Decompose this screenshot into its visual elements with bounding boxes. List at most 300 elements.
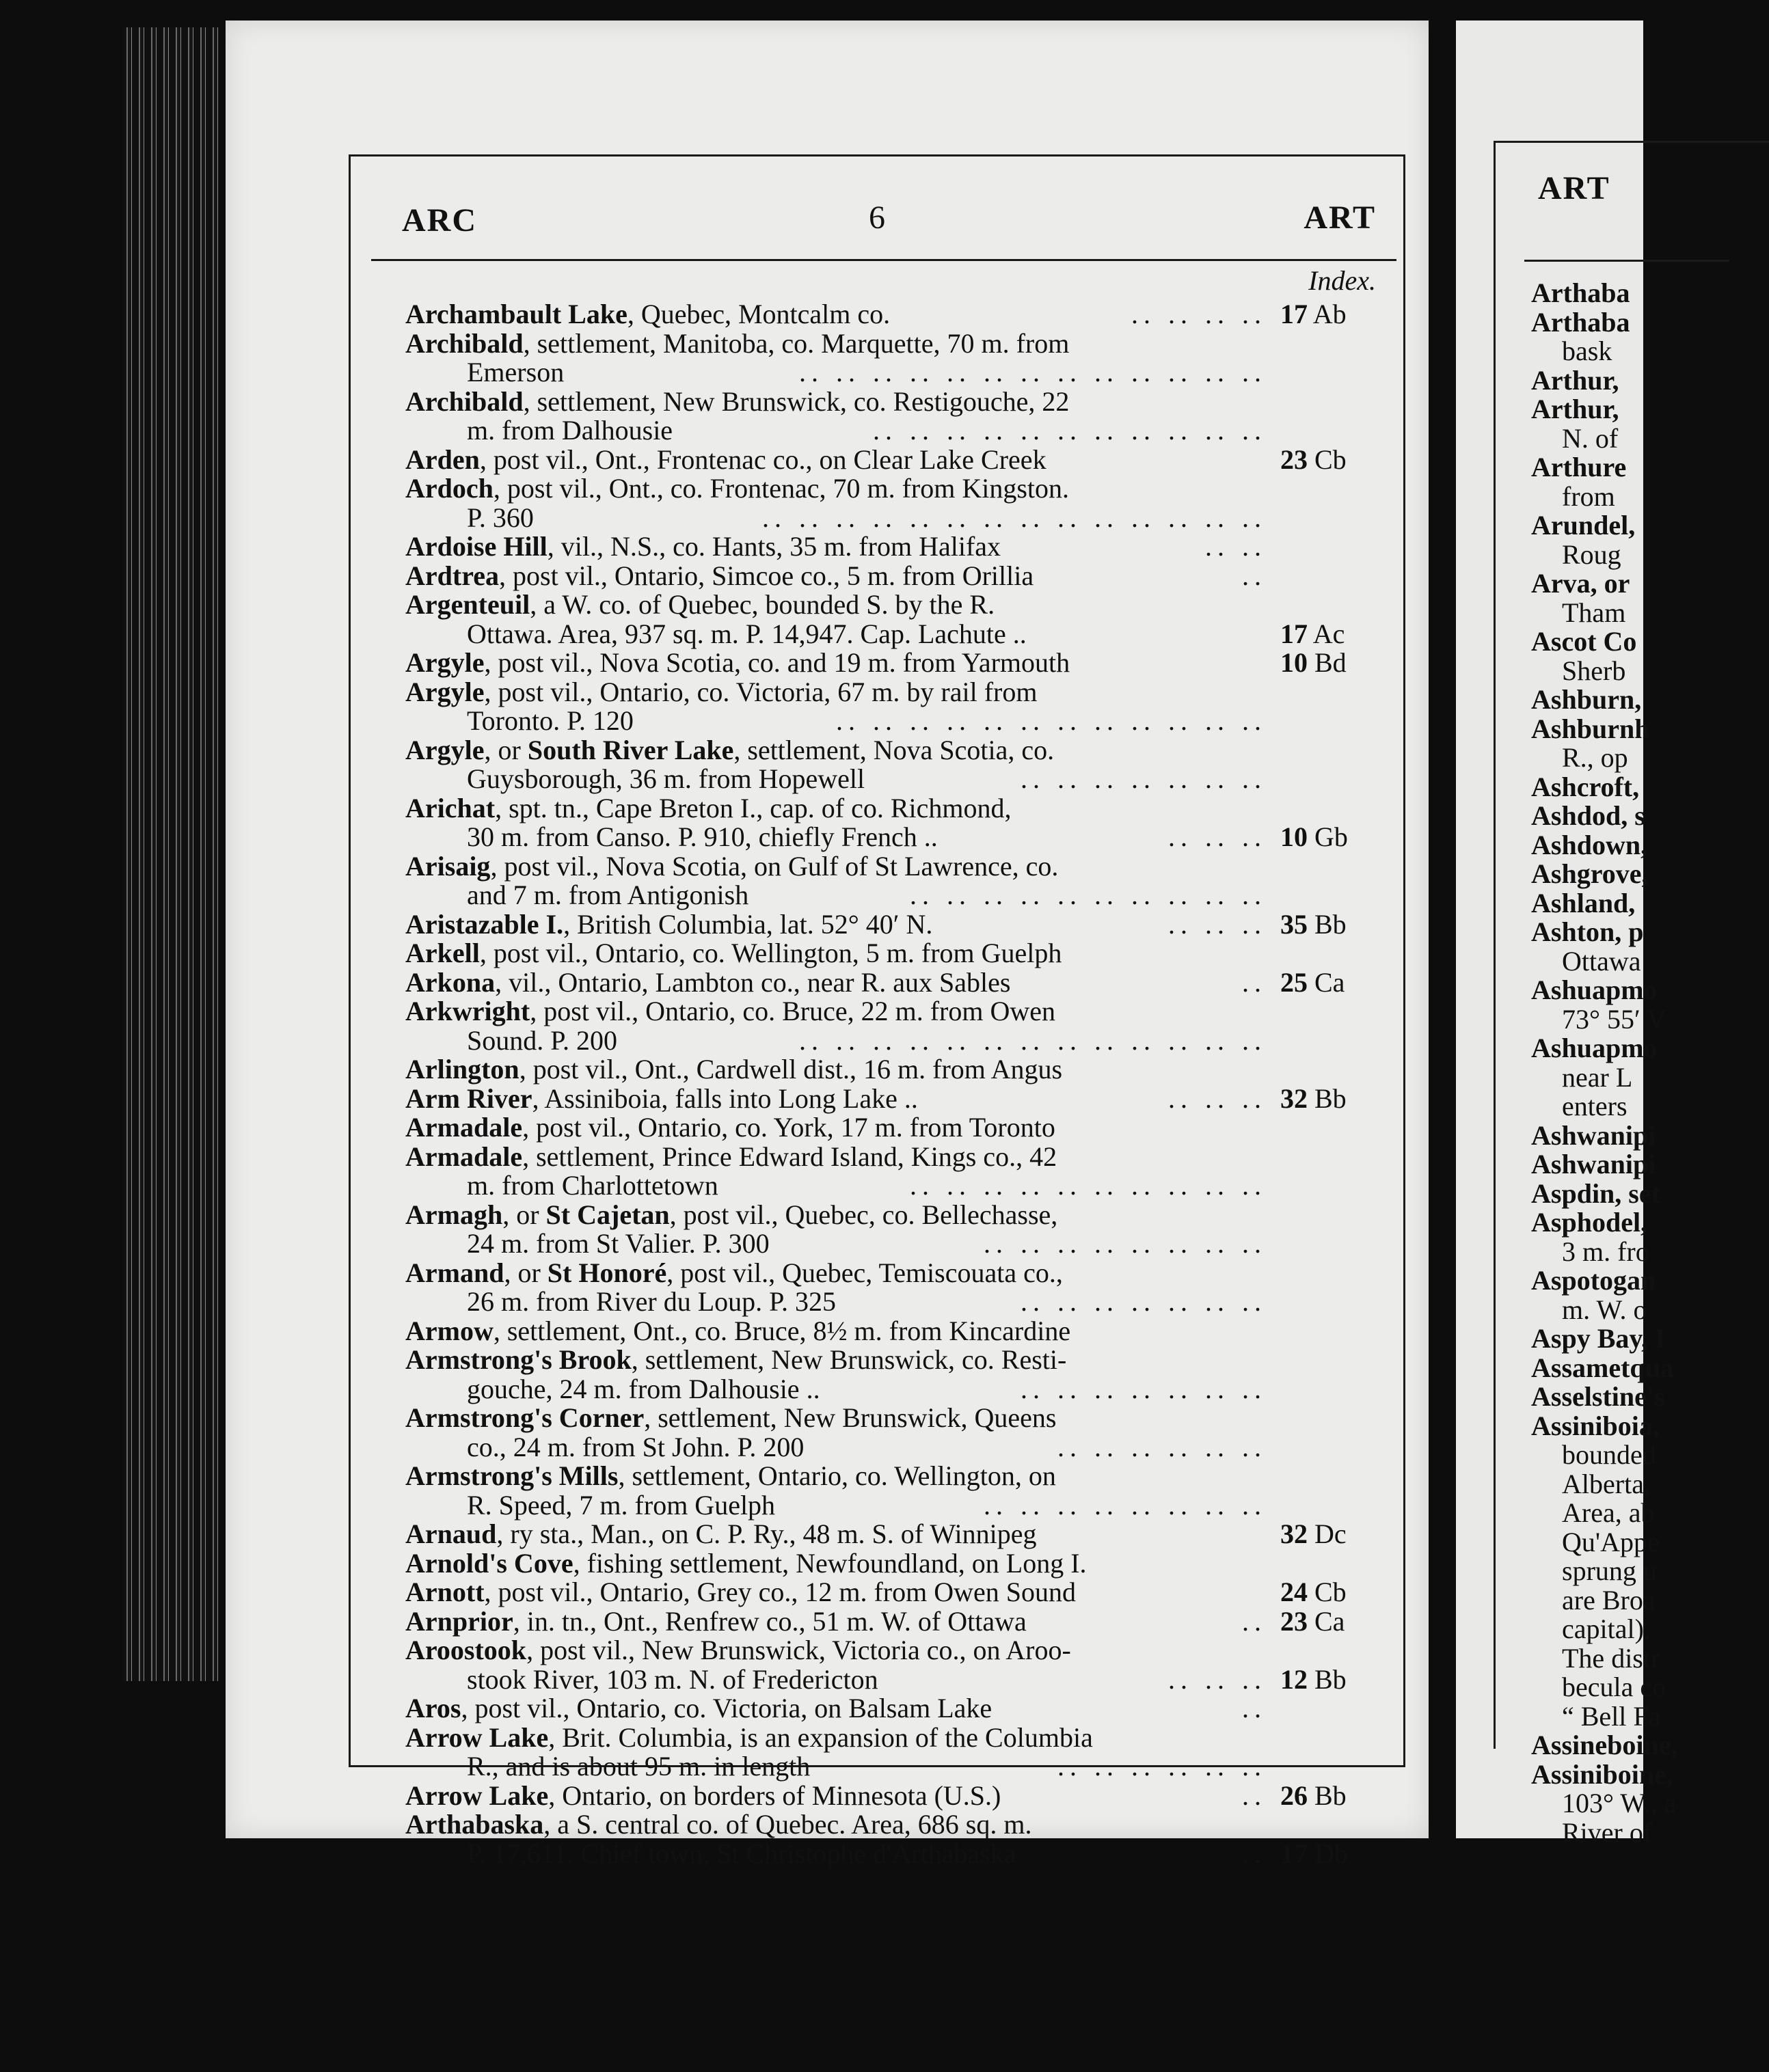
place-name: Arisaig [405, 850, 491, 882]
gazetteer-entry [405, 1723, 1383, 1782]
gazetteer-entry [405, 1055, 1383, 1085]
entry-text [467, 1751, 810, 1782]
entry-first-line [405, 446, 1383, 475]
entry-first-line [405, 1259, 1383, 1288]
dot-leader: .. .. .. .. .. .. .. [1021, 763, 1267, 794]
place-name: Ardtrea [405, 560, 499, 591]
dot-leader: .. .. .. .. .. .. .. .. .. .. [910, 1170, 1267, 1201]
entry-continuation-line [405, 1287, 1383, 1317]
entry-first-line [405, 1201, 1383, 1230]
facing-entry-fragment: Ashton, p [1531, 916, 1644, 947]
facing-entry-fragment: Aspy Bay, I [1531, 1323, 1666, 1354]
place-name: Arden [405, 444, 480, 475]
entry-description: Toronto. P. 120 [467, 705, 634, 736]
entry-text [405, 1548, 1087, 1579]
entry-description: , spt. tn., Cape Breton I., cap. of co. Richmond, [495, 792, 1012, 823]
facing-entry-fragment: The distr [1562, 1642, 1660, 1674]
gazetteer-entry [405, 1346, 1383, 1404]
gazetteer-entry [405, 910, 1383, 940]
entry-text [405, 1577, 1076, 1607]
facing-entry-fragment: 103° W., a [1562, 1788, 1677, 1818]
entry-description: and 7 m. from Antigonish [467, 880, 749, 910]
entry-description: , Quebec, Montcalm co. [627, 299, 891, 329]
entry-text [467, 1228, 770, 1259]
place-name: Armstrong's Brook [405, 1344, 632, 1375]
entry-description: m. from Dalhousie [467, 415, 673, 446]
gazetteer-entry [405, 1113, 1383, 1143]
place-name: Argyle [405, 676, 485, 707]
map-index-reference: 12 Bb [1280, 1663, 1347, 1695]
entry-text [405, 328, 1069, 359]
facing-entry-fragment: bounded [1562, 1439, 1656, 1470]
entry-first-line [405, 939, 1383, 968]
entry-continuation-line [405, 1171, 1383, 1201]
entry-first-line [405, 590, 1383, 620]
gazetteer-entry [405, 1201, 1383, 1259]
map-index-reference: 35 Bb [1280, 908, 1347, 940]
entry-first-line [405, 1636, 1383, 1665]
facing-entry-fragment: Ottawa [1562, 945, 1641, 977]
entry-description: , or [484, 734, 528, 765]
place-name: Arm River [405, 1082, 532, 1114]
entry-text [405, 473, 1069, 504]
entry-description: R., and is about 95 m. in length [467, 1751, 811, 1782]
facing-entry-fragment: Asphodel, [1531, 1207, 1648, 1238]
gazetteer-entry [405, 1520, 1383, 1549]
entry-description: Sound. P. 200 [467, 1024, 618, 1056]
entry-description: , settlement, Manitoba, co. Marquette, 70 m. from [523, 327, 1070, 359]
gazetteer-entry [405, 1578, 1383, 1607]
header-rule [371, 259, 1396, 261]
place-name: Arnott [405, 1577, 485, 1607]
facing-entry-fragment: 3 m. fro [1562, 1236, 1649, 1267]
entry-text [405, 967, 1010, 998]
place-name: Arnaud [405, 1518, 497, 1549]
map-index-reference: 10 Bd [1280, 647, 1347, 678]
gazetteer-entry [405, 1549, 1383, 1579]
gazetteer-entry [405, 736, 1383, 794]
facing-entry-fragment: Aspotogan [1531, 1265, 1656, 1296]
dot-leader: .. .. [1205, 531, 1267, 562]
entry-first-line [405, 1113, 1383, 1143]
entry-first-line [405, 910, 1383, 940]
entry-first-line [405, 1810, 1383, 1840]
facing-entry-fragment: Alberta, [1562, 1468, 1651, 1499]
dot-leader: .. .. .. .. .. .. .. .. .. .. .. .. .. [799, 357, 1267, 387]
entry-first-line [405, 968, 1383, 998]
facing-entry-fragment: Tham [1562, 597, 1626, 628]
entry-text [467, 1838, 1016, 1869]
facing-entry-fragment: Assametqua [1531, 1352, 1674, 1383]
entry-text [405, 1316, 1070, 1346]
facing-entry-fragment: “ Bell Fa [1562, 1700, 1661, 1732]
entry-text [405, 938, 1062, 968]
entry-text [467, 1025, 617, 1056]
dot-leader: .. [1242, 1838, 1267, 1869]
entry-text [405, 677, 1037, 707]
entry-description: R. Speed, 7 m. from Guelph [467, 1489, 776, 1521]
gazetteer-page [226, 21, 1429, 1869]
place-name: Armadale [405, 1112, 523, 1143]
entry-description: , settlement, Nova Scotia, co. [733, 734, 1055, 765]
dot-leader: .. [1242, 560, 1267, 591]
place-name: Argyle [405, 647, 485, 678]
entry-list [405, 300, 1383, 1868]
gazetteer-entry [405, 1143, 1383, 1201]
dot-leader: .. .. .. [1168, 821, 1267, 852]
gazetteer-entry [405, 997, 1383, 1055]
alternate-place-name: South River Lake [527, 734, 734, 765]
entry-first-line [405, 532, 1383, 562]
map-index-reference: 32 Dc [1280, 1518, 1347, 1549]
entry-description: m. from Charlottetown [467, 1170, 718, 1201]
gazetteer-entry [405, 300, 1383, 329]
entry-continuation-line [405, 823, 1383, 852]
map-index-reference: 17 Ab [1280, 299, 1347, 329]
map-index-reference: 10 Gb [1280, 821, 1348, 852]
entry-description: , ry sta., Man., on C. P. Ry., 48 m. S. of Winnipeg [496, 1518, 1037, 1549]
entry-first-line [405, 1143, 1383, 1172]
entry-text [467, 705, 634, 736]
entry-description: , Brit. Columbia, is an expansion of the Columbia [548, 1721, 1093, 1753]
facing-page [1456, 21, 1678, 1848]
facing-entry-fragment: near L [1562, 1061, 1633, 1093]
entry-description: , post vil., Ontario, Grey co., 12 m. from Owen Sound [484, 1577, 1076, 1607]
facing-entry-fragment: Arthure [1531, 452, 1627, 482]
facing-entry-fragment: Ashwanipi [1531, 1149, 1656, 1180]
entry-text [405, 1112, 1055, 1143]
entry-description: , Assiniboia, falls into Long Lake .. [532, 1082, 918, 1114]
entry-first-line [405, 300, 1383, 329]
entry-description: , post vil., Ontario, co. York, 17 m. from Toronto [522, 1112, 1055, 1143]
entry-continuation-line [405, 881, 1383, 910]
entry-description: , post vil., Ontario, co. Wellington, 5 m. from Guelph [479, 938, 1062, 968]
entry-description: 30 m. from Canso. P. 910, chiefly French .. [467, 821, 938, 852]
entry-description: 26 m. from River du Loup. P. 325 [467, 1286, 836, 1317]
facing-entry-fragment: Ashuapmo [1531, 974, 1658, 1005]
entry-text [405, 1722, 1093, 1753]
facing-entry-fragment: Arva, or [1531, 568, 1630, 599]
entry-description: , settlement, Ontario, co. Wellington, on [618, 1460, 1056, 1491]
entry-first-line [405, 1346, 1383, 1375]
entry-description: , Ontario, on borders of Minnesota (U.S.) [548, 1780, 1001, 1811]
entry-first-line [405, 997, 1383, 1026]
map-index-reference: 25 Ca [1280, 966, 1345, 998]
gazetteer-entry [405, 1462, 1383, 1520]
facing-entry-fragment: bask [1562, 336, 1612, 366]
entry-text [467, 1374, 820, 1404]
entry-description: , post vil., Ont., co. Frontenac, 70 m. from Kingston. [493, 473, 1070, 504]
entry-description: , post vil., Ontario, co. Victoria, on Balsam Lake [461, 1693, 992, 1723]
page-frame [349, 154, 1405, 1869]
entry-continuation-line [405, 707, 1383, 736]
facing-entry-fragment: enters [1562, 1091, 1628, 1121]
entry-description: , British Columbia, lat. 52° 40′ N. [563, 908, 933, 940]
facing-entry-fragment: Ashdod, s [1531, 800, 1645, 831]
place-name: Arrow Lake [405, 1780, 549, 1811]
entry-first-line [405, 1723, 1383, 1753]
entry-first-line [405, 562, 1383, 591]
entry-text [405, 299, 890, 329]
facing-entry-fragment: capital), [1562, 1613, 1651, 1644]
entry-text [467, 1170, 718, 1201]
place-name: Ardoise Hill [405, 531, 548, 562]
entry-text [467, 502, 534, 533]
dot-leader: .. .. .. .. .. .. .. [1021, 1286, 1267, 1317]
facing-entry-fragment: Aspdin, set [1531, 1177, 1660, 1209]
entry-first-line [405, 474, 1383, 504]
entry-text [405, 531, 1001, 562]
gazetteer-entry [405, 446, 1383, 475]
entry-text [405, 909, 932, 940]
entry-text [405, 793, 1012, 823]
gazetteer-entry [405, 1782, 1383, 1811]
gazetteer-entry [405, 387, 1383, 446]
place-name: Arichat [405, 792, 496, 823]
entry-description: P. 17,611. Chief town, St Christophe d'Arthabaska [467, 1838, 1016, 1869]
entry-description: co., 24 m. from St John. P. 200 [467, 1431, 805, 1462]
facing-entry-fragment: Ashdown, [1531, 829, 1648, 860]
entry-first-line [405, 1549, 1383, 1579]
entry-text [405, 1141, 1057, 1172]
facing-entry-fragment: River of [1562, 1816, 1653, 1848]
facing-entry-fragment: Sherb [1562, 655, 1626, 686]
facing-entry-fragment: Qu'Appe [1562, 1526, 1660, 1557]
entry-text [405, 1780, 1001, 1811]
entry-text [405, 1518, 1037, 1549]
dot-leader: .. .. .. .. [1131, 299, 1267, 329]
gazetteer-entry [405, 329, 1383, 387]
page-number: 6 [869, 200, 885, 236]
entry-description: , a W. co. of Quebec, bounded S. by the R. [530, 589, 995, 620]
dot-leader: .. .. .. .. .. .. .. .. [984, 1228, 1267, 1259]
entry-first-line [405, 1578, 1383, 1607]
entry-description: , post vil., Quebec, co. Bellechasse, [669, 1199, 1058, 1230]
place-name: Arthabaska [405, 1809, 544, 1840]
entry-text [405, 560, 1034, 591]
entry-description: , or [504, 1257, 548, 1288]
entry-description: , a S. central co. of Quebec. Area, 686 sq. m. [543, 1809, 1032, 1840]
facing-entry-fragment: Assiniboia, [1531, 1410, 1660, 1441]
entry-description: Ottawa. Area, 937 sq. m. P. 14,947. Cap. Lachute .. [467, 618, 1027, 649]
facing-entry-fragment: Ashgrove, [1531, 858, 1649, 889]
gazetteer-entry [405, 649, 1383, 678]
facing-entry-fragment: Arthur, [1531, 364, 1619, 396]
facing-entry-fragment: Ashwanipi [1531, 1119, 1656, 1151]
gazetteer-entry [405, 1694, 1383, 1723]
entry-first-line [405, 1404, 1383, 1433]
facing-entry-fragment: Ascot Co [1531, 626, 1637, 657]
entry-text [405, 735, 1054, 765]
facing-entry-fragment: Ashland, [1531, 887, 1636, 918]
entry-first-line [405, 678, 1383, 707]
entry-first-line [405, 1607, 1383, 1637]
entry-continuation-line [405, 620, 1383, 649]
place-name: Archambault Lake [405, 299, 627, 329]
place-name: Arnprior [405, 1605, 513, 1637]
gazetteer-entry [405, 852, 1383, 910]
entry-text [405, 1809, 1031, 1840]
facing-entry-fragment: Area, ab [1562, 1497, 1655, 1528]
gazetteer-entry [405, 1404, 1383, 1462]
gazetteer-entry [405, 1317, 1383, 1346]
place-name: Arkwright [405, 996, 530, 1026]
entry-continuation-line [405, 1229, 1383, 1259]
entry-text [405, 996, 1055, 1026]
entry-first-line [405, 1082, 1383, 1114]
place-name: Arlington [405, 1054, 519, 1085]
entry-description: , post vil., Ontario, co. Bruce, 22 m. from Owen [530, 996, 1055, 1026]
dot-leader: .. .. .. .. .. .. .. .. .. .. .. .. .. [799, 1024, 1267, 1056]
facing-entry-fragment: Assineboine, [1531, 1730, 1678, 1760]
entry-text [467, 821, 938, 852]
gazetteer-entry [405, 1259, 1383, 1317]
entry-text [405, 1606, 1027, 1637]
place-name: Archibald [405, 385, 524, 417]
dot-leader: .. .. .. .. .. .. [1057, 1751, 1267, 1782]
dot-leader: .. [1242, 966, 1267, 998]
entry-continuation-line [405, 358, 1383, 387]
place-name: Aros [405, 1693, 461, 1723]
entry-description: , vil., N.S., co. Hants, 35 m. from Halifax [547, 531, 1001, 562]
map-index-reference: 24 Cb [1280, 1577, 1347, 1607]
facing-entry-fragment: are Broa [1562, 1584, 1656, 1616]
index-column-label: Index. [1308, 265, 1376, 296]
facing-header-rule [1524, 260, 1729, 262]
facing-entry-fragment: Arthaba [1531, 277, 1630, 308]
gazetteer-entry [405, 532, 1383, 562]
place-name: Ardoch [405, 473, 494, 504]
entry-text [405, 589, 995, 620]
place-name: Argenteuil [405, 589, 530, 620]
entry-description: , post vil., Ontario, Simcoe co., 5 m. from Orillia [499, 560, 1034, 591]
gazetteer-entry [405, 1636, 1383, 1694]
place-name: Armow [405, 1315, 494, 1346]
dot-leader: .. .. .. .. .. .. .. .. .. .. .. [873, 415, 1267, 446]
entry-description: Guysborough, 36 m. from Hopewell [467, 763, 865, 794]
entry-description: , settlement, New Brunswick, Queens [644, 1402, 1057, 1433]
entry-first-line [405, 1462, 1383, 1491]
dot-leader: .. [1242, 1693, 1267, 1723]
left-running-head: ARC [402, 202, 477, 238]
facing-entry-fragment: 73° 55′ V [1562, 1003, 1666, 1035]
facing-running-head: ART [1538, 170, 1610, 206]
entry-text [405, 1635, 1071, 1665]
entry-text [405, 1693, 992, 1723]
entry-description: Emerson [467, 357, 565, 387]
gazetteer-entry [405, 968, 1383, 998]
gazetteer-entry [405, 794, 1383, 852]
entry-text [467, 880, 748, 910]
facing-entry-fragment: Asselstine's [1531, 1381, 1665, 1412]
entry-text [405, 1257, 1063, 1288]
facing-entry-fragment: Ashcroft, [1531, 771, 1640, 802]
entry-description: , settlement, Prince Edward Island, Kings co., 42 [522, 1141, 1057, 1172]
entry-first-line [405, 329, 1383, 359]
place-name: Armstrong's Mills [405, 1460, 619, 1491]
entry-description: , post vil., Ont., Frontenac co., on Clear Lake Creek [479, 444, 1046, 475]
entry-text [405, 1344, 1066, 1375]
entry-description: P. 360 [467, 502, 534, 533]
facing-entry-fragment: Arthur, [1531, 394, 1619, 424]
facing-entry-fragment: becula co [1562, 1672, 1666, 1702]
alternate-place-name: St Honoré [547, 1257, 667, 1288]
gazetteer-entry [405, 1810, 1383, 1868]
map-index-reference: 17 Ac [1280, 618, 1345, 649]
entry-first-line [405, 1317, 1383, 1346]
entry-description: , post vil., Ontario, co. Victoria, 67 m. by rail from [484, 676, 1038, 707]
facing-entry-fragment: m. W. o [1562, 1294, 1647, 1325]
entry-continuation-line [405, 1375, 1383, 1404]
gazetteer-entry [405, 590, 1383, 649]
entry-first-line [405, 1782, 1383, 1811]
gazetteer-entry [405, 1082, 1383, 1114]
entry-description: , in. tn., Ont., Renfrew co., 51 m. W. of Ottawa [513, 1605, 1027, 1637]
dot-leader: .. .. .. [1168, 908, 1267, 940]
place-name: Arnold's Cove [405, 1547, 573, 1579]
entry-text [405, 1054, 1062, 1085]
entry-description: , settlement, Ont., co. Bruce, 8½ m. from Kincardine [493, 1315, 1071, 1346]
entry-text [467, 763, 865, 794]
entry-description: , settlement, New Brunswick, co. Resti- [631, 1344, 1067, 1375]
entry-text [467, 618, 1027, 649]
dot-leader: .. .. .. .. .. .. .. [1021, 1373, 1267, 1404]
page-header [351, 156, 1403, 259]
entry-continuation-line [405, 416, 1383, 446]
place-name: Armand [405, 1257, 504, 1288]
facing-entry-fragment: Assiniboine, [1531, 1758, 1673, 1790]
entry-description: , vil., Ontario, Lambton co., near R. aux Sables [495, 966, 1011, 998]
facing-entry-fragment: Roug [1562, 539, 1621, 570]
entry-text [467, 415, 673, 446]
dot-leader: .. .. .. [1168, 1663, 1267, 1695]
entry-first-line [405, 852, 1383, 882]
facing-entry-fragment: from [1562, 480, 1615, 512]
entry-description: 24 m. from St Valier. P. 300 [467, 1228, 770, 1259]
entry-first-line [405, 1520, 1383, 1549]
place-name: Aroostook [405, 1635, 527, 1665]
place-name: Argyle [405, 734, 485, 765]
entry-first-line [405, 1055, 1383, 1085]
dot-leader: .. .. .. .. .. .. [1057, 1431, 1267, 1462]
place-name: Armagh [405, 1199, 503, 1230]
entry-continuation-line [405, 765, 1383, 794]
entry-description: , fishing settlement, Newfoundland, on Long I. [573, 1547, 1087, 1579]
dot-leader: .. [1242, 1605, 1267, 1637]
dot-leader: .. .. .. [1168, 1082, 1267, 1114]
entry-text [405, 1199, 1057, 1230]
entry-continuation-line [405, 1026, 1383, 1056]
place-name: Arkona [405, 966, 496, 998]
entry-text [405, 386, 1069, 417]
place-name: Archibald [405, 327, 524, 359]
facing-entry-fragment: Arundel, [1531, 510, 1636, 541]
entry-first-line [405, 794, 1383, 823]
entry-continuation-line [405, 504, 1383, 533]
entry-description: gouche, 24 m. from Dalhousie .. [467, 1373, 820, 1404]
place-name: Arkell [405, 938, 480, 968]
entry-text [467, 1432, 804, 1462]
gazetteer-entry [405, 678, 1383, 736]
alternate-place-name: St Cajetan [545, 1199, 670, 1230]
place-name: Armadale [405, 1141, 523, 1172]
map-index-reference: 26 Bb [1280, 1780, 1347, 1811]
gazetteer-entry [405, 562, 1383, 591]
right-running-head: ART [1304, 200, 1376, 236]
entry-text [405, 1402, 1056, 1433]
map-index-reference: 23 Cb [1280, 444, 1347, 475]
entry-continuation-line [405, 1433, 1383, 1462]
